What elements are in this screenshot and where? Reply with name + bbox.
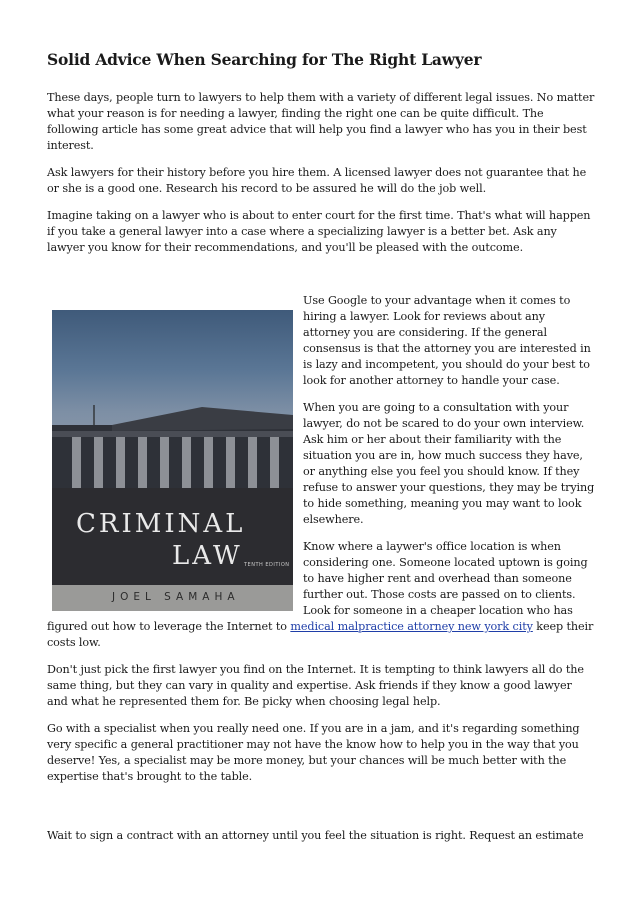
location-text-end: keep their costs low. bbox=[47, 620, 594, 649]
paragraph-specialist: Imagine taking on a lawyer who is about to enter court for the first time. That's what will happen if you take a general lawyer into a case where a specializing lawyer is a better bet. Ask any lawyer you know for their recommendations, and you'll be pleased with the outcome. bbox=[47, 209, 591, 254]
paragraph-internet: Don't just pick the first lawyer you find on the Internet. It is tempting to think lawyers all do the same thing, but they can vary in quality and expertise. Ask friends if they know a good lawyer and what he represented them for. Be picky when choosing legal help. bbox=[47, 663, 584, 708]
page-title: Solid Advice When Searching for The Right Lawyer bbox=[47, 50, 482, 69]
paragraph-contract: Wait to sign a contract with an attorney until you feel the situation is right. Request an estimate bbox=[47, 829, 584, 842]
book-cover-image bbox=[52, 310, 293, 611]
location-text: Know where a laywer's office location is when considering one. Someone located uptown is going to have higher rent and overhead than someone further out. Those costs are passed on to clients. Look for someone in a cheaper location who has figured out how to leverage the Internet to bbox=[47, 540, 588, 633]
cover-title-law: LAW bbox=[172, 541, 243, 571]
cover-edition: TENTH EDITION bbox=[244, 562, 290, 568]
article bbox=[47, 50, 595, 855]
paragraph-intro: These days, people turn to lawyers to help them with a variety of different legal issues. No matter what your reason is for needing a lawyer, finding the right one can be quite difficult. The following article has some great advice that will help you find a lawyer who has you in their best interest. bbox=[47, 91, 595, 152]
malpractice-link[interactable]: medical malpractice attorney new york city bbox=[290, 620, 533, 633]
paragraph-google: Use Google to your advantage when it comes to hiring a lawyer. Look for reviews about any attorney you are considering. If the general consensus is that the attorney you are interested in is lazy and incompetent, you should do your best to look for another attorney to handle your case. bbox=[303, 294, 591, 387]
paragraph-specialist-need: Go with a specialist when you really need one. If you are in a jam, and it's regarding something very specific a general practitioner may not have the know how to help you in the way that you deserve! Yes, a specialist may be more money, but your chances will be much better with the expertise that's brought to the table. bbox=[47, 722, 580, 783]
cover-title-criminal: CRIMINAL bbox=[76, 509, 246, 539]
courthouse-illustration bbox=[52, 405, 293, 495]
cover-author: JOEL SAMAHA bbox=[112, 591, 240, 603]
paragraph-consultation: When you are going to a consultation with your lawyer, do not be scared to do your own interview. Ask him or her about their familiarity with the situation you are in, how much success they have, or anything else you feel you should know. If they refuse to answer your questions, they may be trying to hide something, meaning you may want to look elsewhere. bbox=[303, 401, 595, 526]
paragraph-history: Ask lawyers for their history before you hire them. A licensed lawyer does not guarantee that he or she is a good one. Research his record to be assured he will do the job well. bbox=[47, 166, 587, 195]
image-section bbox=[47, 267, 595, 651]
